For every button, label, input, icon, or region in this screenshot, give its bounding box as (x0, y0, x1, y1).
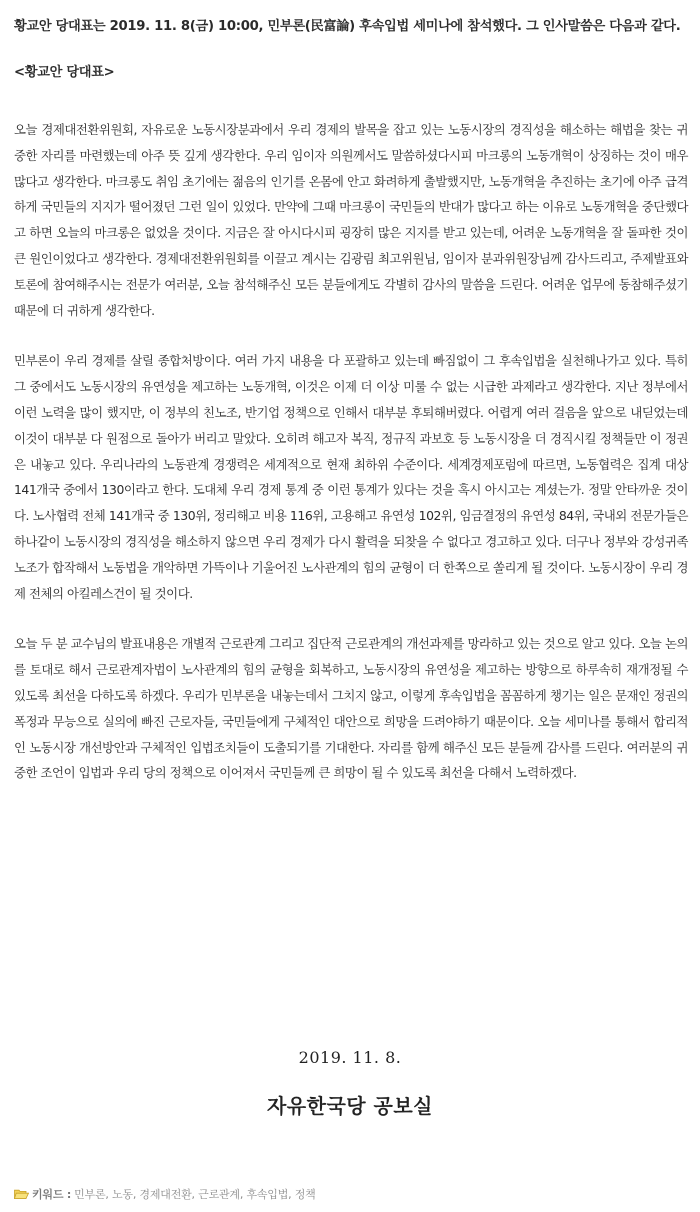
folder-icon (14, 1189, 29, 1199)
paragraph-2: 민부론이 우리 경제를 살릴 종합처방이다. 여러 가지 내용을 다 포괄하고 있는데 빠짐없이 그 후속입법을 실천해나가고 있다. 특히 그 중에서도 노동시장의 유연성을 제고하는 노동개혁, 이것은 이제 더 이상 미룰 수 없는 시급한 과제라고 생각한다. 지난 정부에서 이런 노력을 많이 했지만, 이 정부의 친노조, 반기업 정책으로 인해서 대부분 후퇴해버렸다. 어렵게 여러 걸음을 앞으로 내딛었는데 이것이 대부분 다 원점으로 돌아가 버리고 말았다. 오히려 해고자 복직, 정규직 과보호 등 노동시장을 더 경직시킬 정책들만 이 정권은 내놓고 있다. 우리나라의 노동관계 경쟁력은 세계적으로 현재 최하위 수준이다. 세계경제포럼에 따르면, 노동협력은 집계 대상 141개국 중에서 130이라고 한다. 도대체 우리 경제 통계 중 이런 통계가 있다는 것을 혹시 아시고는 계셨는가. 정말 안타까운 것이다. 노사협력 전체 141개국 중 130위, 정리해고 비용 116위, 고용해고 유연성 102위, 임금결정의 유연성 84위, 국내외 전문가들은 하나같이 노동시장의 경직성을 해소하지 않으면 우리 경제가 다시 활력을 되찾을 수 없다고 경고하고 있다. 더구나 정부와 강성귀족노조가 합작해서 노동법을 개악하면 가뜩이나 기울어진 노사관계의 힘의 균형이 더 한쪽으로 쏠리게 될 것이다. 노동시장이 우리 경제 전체의 아킬레스건이 될 것이다. (14, 353, 688, 601)
release-date: 2019. 11. 8. (298, 1048, 402, 1067)
speaker-heading: <황교안 당대표> (14, 65, 115, 80)
keywords-label: 키워드 : (32, 1188, 72, 1201)
press-release-body (14, 14, 688, 786)
keywords-list: 민부론, 노동, 경제대전환, 근로관계, 후속입법, 정책 (74, 1188, 316, 1201)
keywords-bar (14, 1186, 316, 1202)
paragraph-1: 오늘 경제대전환위원회, 자유로운 노동시장분과에서 우리 경제의 발목을 잡고 있는 노동시장의 경직성을 해소하는 해법을 찾는 귀중한 자리를 마련했는데 아주 뜻 깊게 생각한다. 우리 임이자 의원께서도 말씀하셨다시피 마크롱의 노동개혁이 상징하는 것이 매우 많다고 생각한다. 마크롱도 취임 초기에는 젊음의 인기를 온몸에 안고 화려하게 출발했지만, 노동개혁을 추진하는 초기에 아주 급격하게 국민들의 지지가 떨어졌던 그런 일이 있었다. 만약에 그때 마크롱이 국민들의 반대가 많다고 하는 이유로 노동개혁을 중단했다고 하면 오늘의 마크롱은 없었을 것이다. 지금은 잘 아시다시피 굉장히 많은 지지를 받고 있는데, 어려운 노동개혁을 잘 돌파한 것이 큰 원인이었다고 생각한다. 경제대전환위원회를 이끌고 계시는 김광림 최고위원님, 임이자 분과위원장님께 감사드리고, 주제발표와 토론에 참여해주시는 전문가 여러분, 오늘 참석해주신 모든 분들에게도 각별히 감사의 말씀을 드린다. 어려운 업무에 동참해주셨기 때문에 더 귀하게 생각한다. (14, 122, 688, 318)
intro-text: 황교안 당대표는 2019. 11. 8(금) 10:00, 민부론(民富論) 후속입법 세미나에 참석했다. 그 인사말씀은 다음과 같다. (14, 19, 681, 34)
paragraph-3: 오늘 두 분 교수님의 발표내용은 개별적 근로관계 그리고 집단적 근로관계의 개선과제를 망라하고 있는 것으로 알고 있다. 오늘 논의를 토대로 해서 근로관계자법이 노사관계의 힘의 균형을 회복하고, 노동시장의 유연성을 제고하는 방향으로 하루속히 재개정될 수 있도록 최선을 다하도록 하겠다. 우리가 민부론을 내놓는데서 그치지 않고, 이렇게 후속입법을 꼼꼼하게 챙기는 일은 문재인 정권의 폭정과 무능으로 실의에 빠진 근로자들, 국민들에게 구체적인 대안으로 희망을 드려야하기 때문이다. 오늘 세미나를 통해서 합리적인 노동시장 개선방안과 구체적인 입법조치들이 도출되기를 기대한다. 자리를 함께 해주신 모든 분들께 감사를 드린다. 여러분의 귀중한 조언이 입법과 우리 당의 정책으로 이어져서 국민들께 큰 희망이 될 수 있도록 최선을 다해서 노력하겠다. (14, 636, 688, 781)
organization-name: 자유한국당 공보실 (266, 1094, 434, 1118)
